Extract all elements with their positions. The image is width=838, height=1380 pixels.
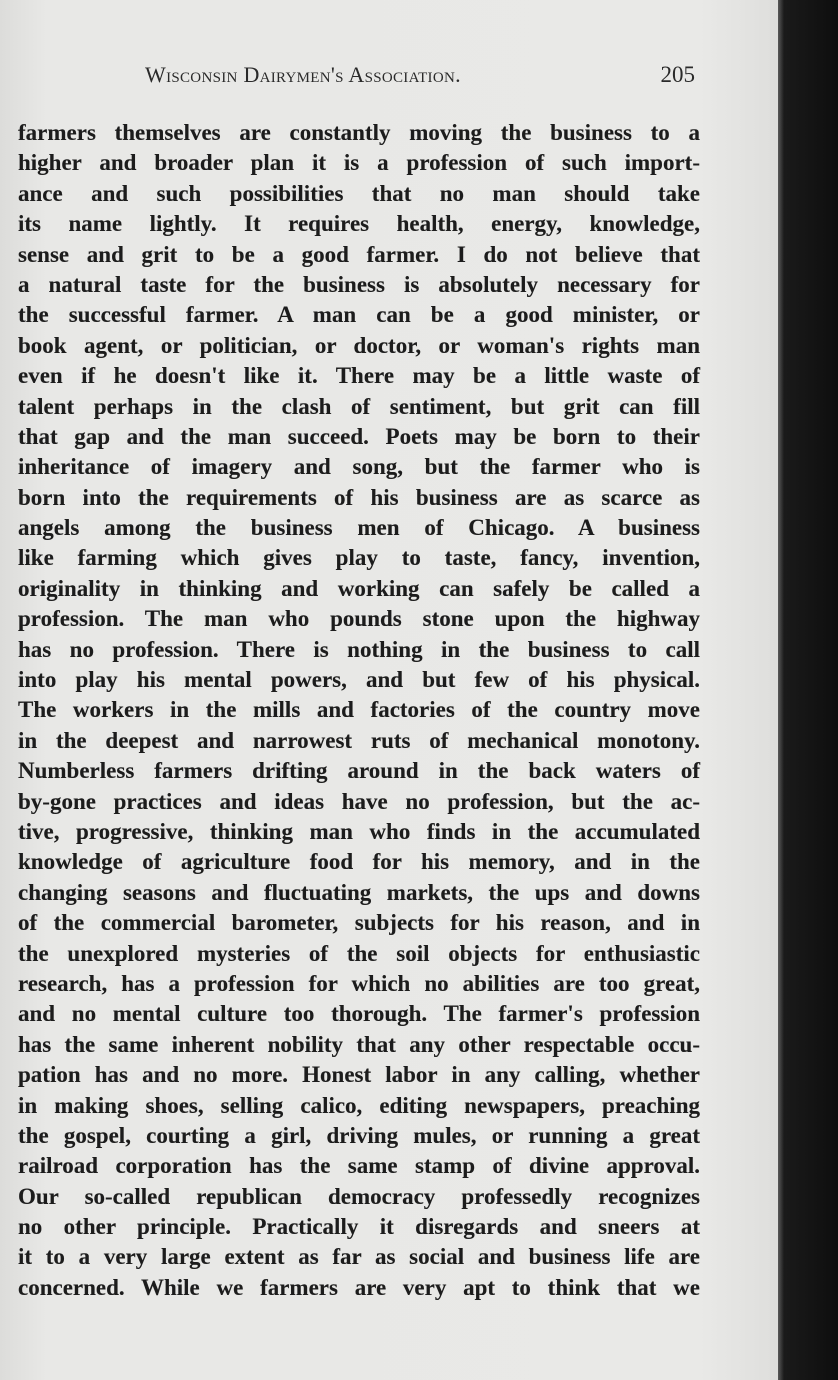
text-line: into play his mental powers, and but few of his physical. [18, 667, 700, 693]
text-line: Numberless farmers drifting around in the back waters of [18, 758, 700, 784]
body-text [18, 118, 700, 1303]
text-line: sense and grit to be a good farmer. I do not believe that [18, 241, 700, 267]
text-line: profession. The man who pounds stone upon the highway [18, 606, 700, 632]
text-line: concerned. While we farmers are very apt to think that we [18, 1274, 700, 1300]
text-line: pation has and no more. Honest labor in any calling, whether [18, 1062, 700, 1088]
text-line: has the same inherent nobility that any other respectable occu- [18, 1031, 700, 1057]
text-line: even if he doesn't like it. There may be a little waste of [18, 363, 700, 389]
text-line: inheritance of imagery and song, but the farmer who is [18, 454, 700, 480]
text-line: has no profession. There is nothing in the business to call [18, 636, 700, 662]
text-line: that gap and the man succeed. Poets may be born to their [18, 423, 700, 449]
text-line: tive, progressive, thinking man who finds in the accumulated [18, 818, 700, 844]
page-edge-shadow [778, 0, 838, 1380]
text-line: higher and broader plan it is a profession of such import- [18, 150, 700, 176]
text-line: The workers in the mills and factories of the country move [18, 697, 700, 723]
text-line: it to a very large extent as far as social and business life are [18, 1244, 700, 1270]
text-line: the successful farmer. A man can be a good minister, or [18, 302, 700, 328]
text-line: a natural taste for the business is absolutely necessary for [18, 271, 700, 297]
text-line: in the deepest and narrowest ruts of mechanical monotony. [18, 727, 700, 753]
text-line: of the commercial barometer, subjects for his reason, and in [18, 910, 700, 936]
text-line: railroad corporation has the same stamp of divine approval. [18, 1153, 700, 1179]
text-line: knowledge of agriculture food for his memory, and in the [18, 849, 700, 875]
text-line: talent perhaps in the clash of sentiment, but grit can fill [18, 393, 700, 419]
text-line: the gospel, courting a girl, driving mules, or running a great [18, 1122, 700, 1148]
text-line: the unexplored mysteries of the soil objects for enthusiastic [18, 940, 700, 966]
page-number: 205 [660, 62, 695, 87]
text-line: book agent, or politician, or doctor, or woman's rights man [18, 332, 700, 358]
text-line: ance and such possibilities that no man should take [18, 180, 700, 206]
text-line: research, has a profession for which no abilities are too great, [18, 970, 700, 996]
text-line: in making shoes, selling calico, editing newspapers, preaching [18, 1092, 700, 1118]
text-line: originality in thinking and working can safely be called a [18, 575, 700, 601]
text-line: no other principle. Practically it disregards and sneers at [18, 1214, 700, 1240]
text-line: and no mental culture too thorough. The farmer's profession [18, 1001, 700, 1027]
text-line: by-gone practices and ideas have no profession, but the ac- [18, 788, 700, 814]
text-line: Our so-called republican democracy professedly recognizes [18, 1183, 700, 1209]
text-line: born into the requirements of his business are as scarce as [18, 484, 700, 510]
text-line: farmers themselves are constantly moving the business to a [18, 120, 700, 145]
running-title: Wisconsin Dairymen's Association. [145, 62, 461, 87]
text-line: its name lightly. It requires health, energy, knowledge, [18, 211, 700, 237]
text-line: like farming which gives play to taste, fancy, invention, [18, 545, 700, 571]
page-header [145, 62, 695, 96]
text-line: changing seasons and fluctuating markets, the ups and downs [18, 879, 700, 905]
text-line: angels among the business men of Chicago. A business [18, 515, 700, 541]
